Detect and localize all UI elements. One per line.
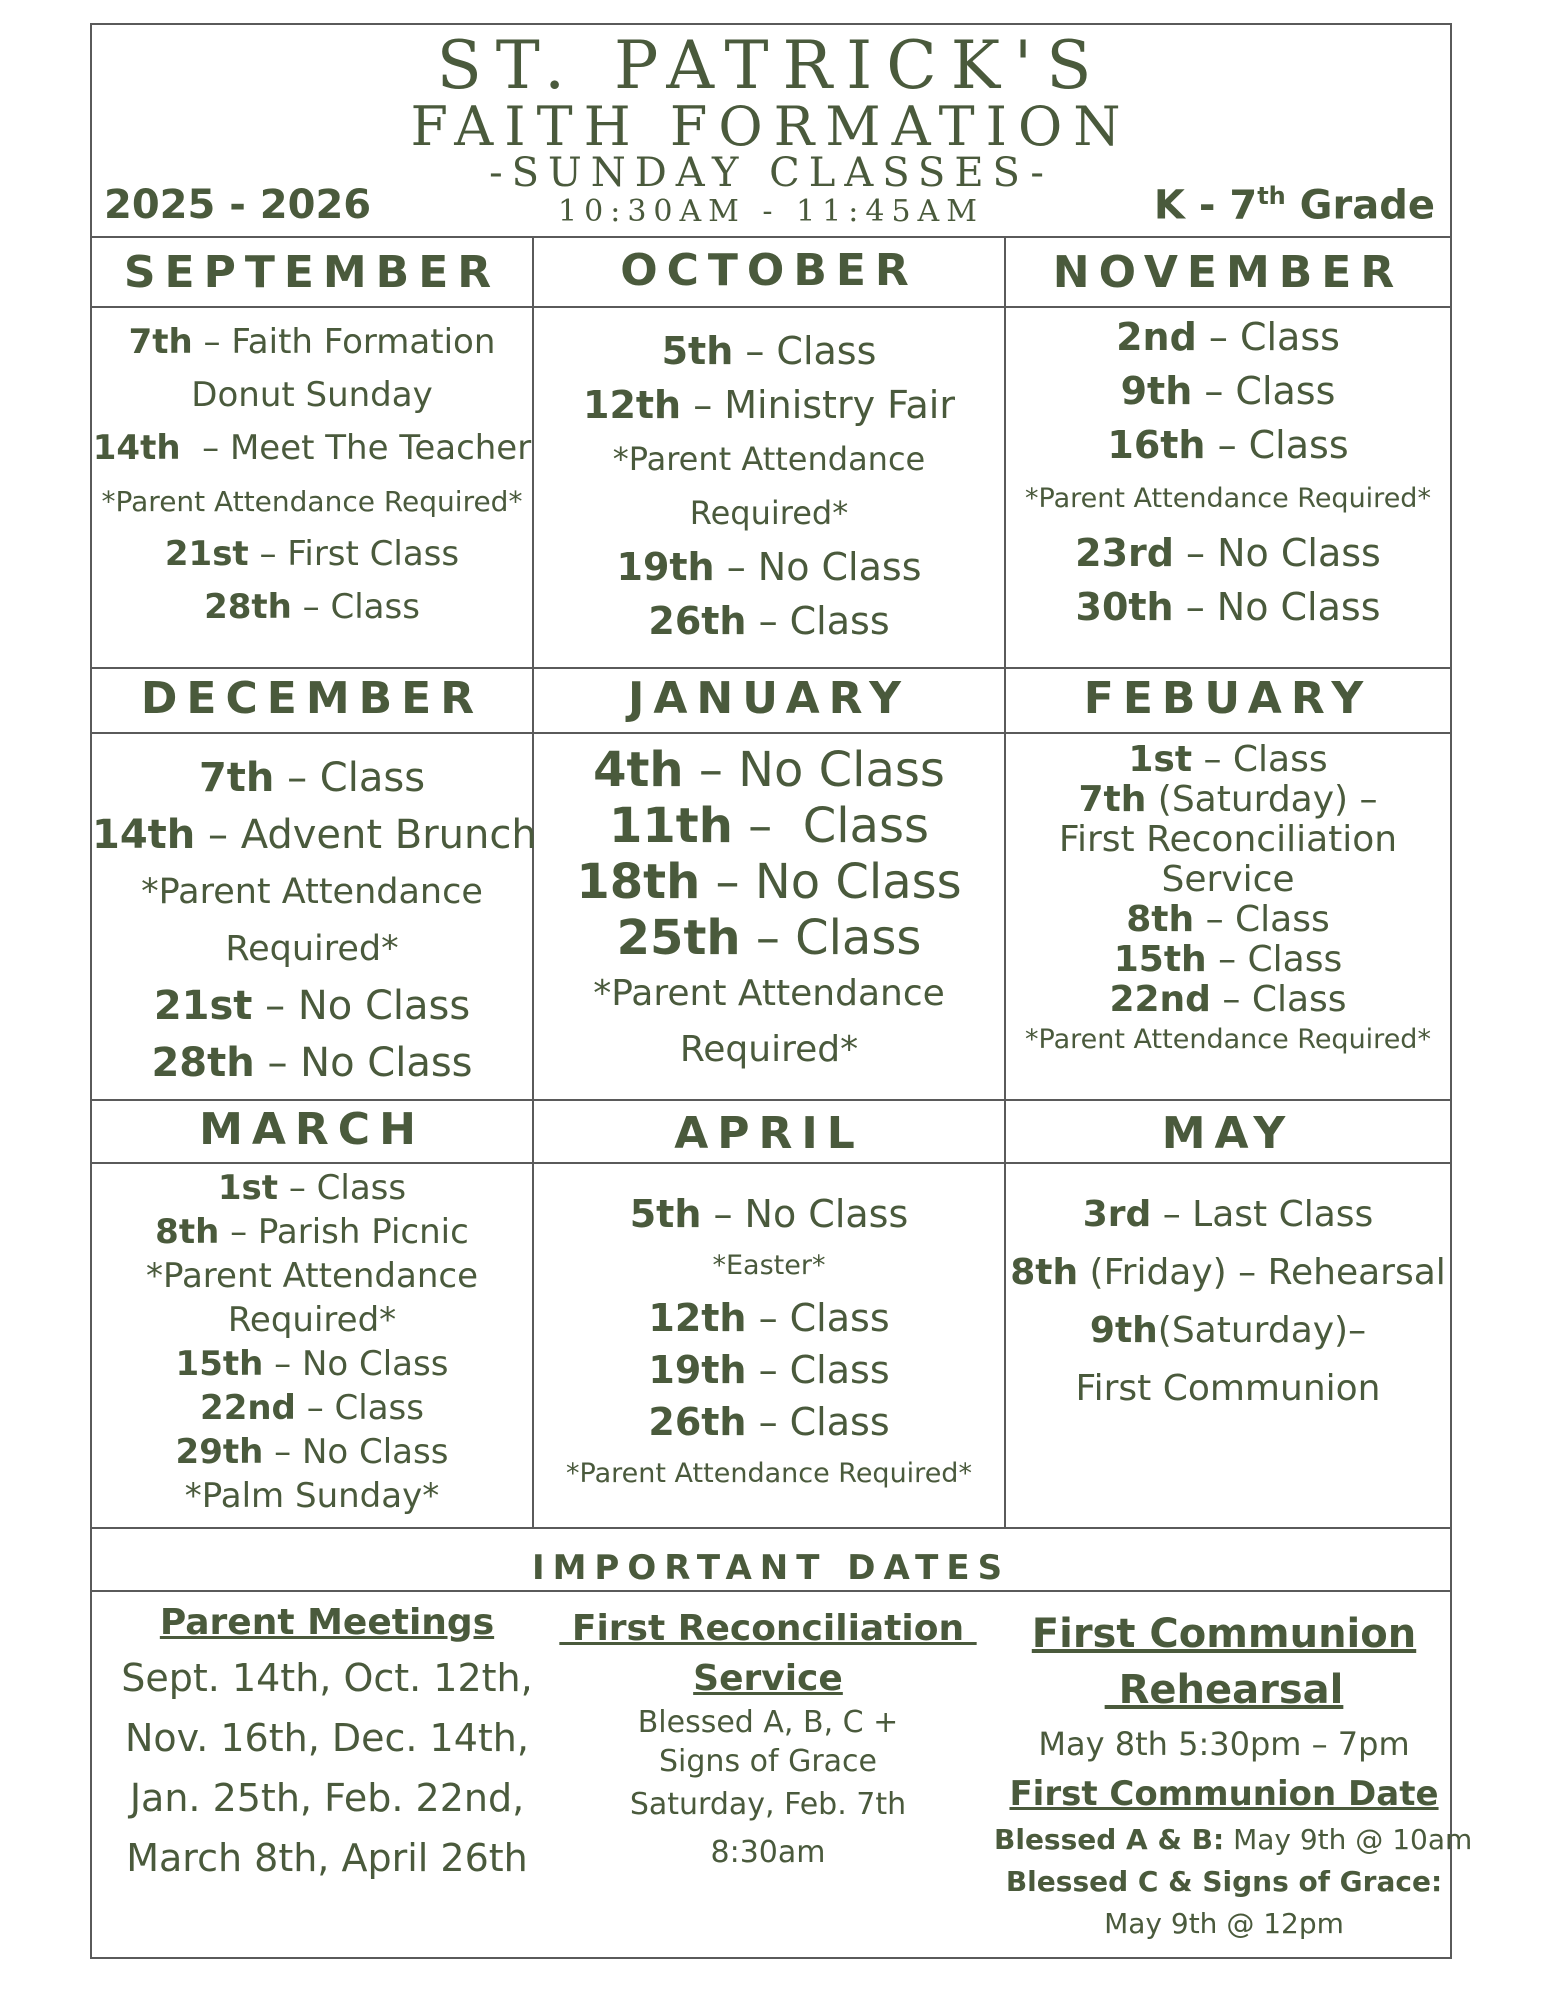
schedule-entry [534,1344,1004,1396]
rehearsal-time: May 8th 5:30pm – 7pm [1038,1725,1410,1763]
schedule-entry [1006,980,1450,1020]
month-heading: OCTOBER [620,245,918,296]
entry-date: 9th [1089,1310,1158,1351]
attendance-note [534,1022,1004,1078]
entry-text: – No Class [700,854,962,910]
entry-text: – Class [295,1388,424,1428]
entry-text: – Class [733,329,877,373]
schedule-entry [92,528,532,581]
entry-date: 8th [1010,1252,1079,1293]
entry-date: 15th [175,1344,264,1384]
entry-text: *Parent Attendance Required* [1025,1024,1431,1055]
entry-date: 21st [153,983,253,1029]
entry-text: – No Class [714,545,922,589]
month-schedule-febuary [1006,740,1450,1060]
entry-text: – Class [274,755,426,801]
entry-text: – Advent Brunch [195,812,537,858]
schedule-entry [92,1342,532,1386]
parent-meetings-title: Parent Meetings [159,1602,495,1643]
entry-date: 19th [648,1348,747,1392]
entry-text: – Class [740,910,922,966]
entry-text: – Class [746,1348,890,1392]
entry-text: – Class [1205,423,1349,467]
title-line3: -SUNDAY CLASSES- [489,150,1053,196]
entry-text: Donut Sunday [191,375,433,415]
entry-date: 5th [661,329,734,373]
entry-text: *Parent Attendance [612,440,926,478]
schedule-entry [534,798,1004,854]
entry-date: 19th [616,545,715,589]
entry-text: – No Class [1173,531,1381,575]
attendance-note [92,1298,532,1342]
entry-text: – First Class [248,534,460,574]
schedule-entry [92,1386,532,1430]
schedule-entry [534,854,1004,910]
entry-date: 9th [1120,369,1193,413]
entry-date: 29th [175,1432,264,1472]
divider [90,1527,1452,1529]
entry-date: 23rd [1075,531,1174,575]
communion-rehearsal-title: Rehearsal [1104,1667,1344,1713]
entry-text: – No Class [683,742,945,798]
grade-range: K - 7th Grade [1153,182,1435,229]
schedule-entry [534,324,1004,378]
entry-text: (Friday) – Rehearsal [1078,1252,1446,1293]
divider [90,1162,1452,1164]
schedule-entry [1006,1302,1450,1360]
schedule-entry [534,910,1004,966]
schedule-entry [534,540,1004,594]
month-heading: DECEMBER [140,673,484,724]
entry-date: 8th [1126,899,1195,940]
schedule-entry [1006,1360,1450,1418]
class-time: 10:30AM - 11:45AM [558,194,984,229]
entry-text: *Palm Sunday* [184,1476,440,1516]
entry-text: First Reconciliation [1058,819,1398,860]
entry-text: – Faith Formation [192,322,496,362]
attendance-note [534,1240,1004,1292]
entry-date: 30th [1075,585,1174,629]
communion-date-title: First Communion Date [1009,1774,1439,1814]
entry-text: (Saturday)– [1157,1310,1367,1351]
schedule-entry [1006,860,1450,900]
divider [90,306,1452,308]
schedule-entry [92,750,532,807]
entry-text: *Easter* [712,1250,826,1281]
entry-date: 11th [609,798,733,854]
schedule-entry [92,581,532,634]
schedule-entry [1006,526,1450,580]
schedule-entry [534,378,1004,432]
entry-text: – Class [746,599,890,643]
schedule-entry [534,1396,1004,1448]
entry-text: – No Class [263,1432,449,1472]
attendance-note [534,432,1004,486]
meeting-dates-line: March 8th, April 26th [126,1836,528,1880]
parent-meetings [92,1598,562,1888]
entry-text: – Class [746,1296,890,1340]
schedule-entry [534,1292,1004,1344]
attendance-note [92,864,532,921]
entry-text: – Class [1192,739,1328,780]
reconciliation-line: 8:30am [710,1835,826,1870]
entry-date: 1st [217,1168,279,1208]
divider [90,667,1452,669]
schedule-entry [534,1188,1004,1240]
entry-date: 7th [1078,779,1147,820]
entry-date: 8th [155,1212,220,1252]
entry-text: – Class [1194,899,1330,940]
first-reconciliation [548,1604,988,1878]
entry-text: Service [1161,859,1295,900]
entry-text: – Class [1206,939,1343,980]
schedule-entry [92,369,532,422]
entry-date: 25th [616,910,741,966]
entry-date: 22nd [1109,979,1211,1020]
entry-text: *Parent Attendance [145,1256,478,1296]
month-heading: MARCH [199,1104,425,1155]
schedule-entry [92,1430,532,1474]
attendance-note [92,1474,532,1518]
entry-date: 22nd [200,1388,296,1428]
entry-text: (Saturday) – [1146,779,1378,820]
entry-text: Required* [679,1029,859,1070]
month-schedule-november [1006,310,1450,634]
first-communion [994,1606,1473,1946]
month-schedule-october [534,324,1004,648]
month-heading: FEBUARY [1083,673,1373,724]
entry-text: – Last Class [1151,1194,1374,1235]
entry-text: First Communion [1075,1368,1381,1409]
reconciliation-line: Blessed A, B, C + [637,1705,899,1740]
entry-text: *Parent Attendance Required* [566,1458,972,1489]
attendance-note [534,486,1004,540]
entry-text: – Meet The Teacher [180,428,532,468]
entry-text: – Class [278,1168,407,1208]
entry-text: – No Class [1173,585,1381,629]
month-heading: MAY [1161,1108,1295,1159]
month-schedule-april [534,1188,1004,1500]
divider [90,1590,1452,1592]
entry-text: *Parent Attendance [141,872,483,912]
entry-text: Required* [689,494,849,532]
entry-date: 3rd [1082,1194,1152,1235]
schedule-entry [534,594,1004,648]
month-heading: SEPTEMBER [123,247,501,298]
month-schedule-march [92,1166,532,1518]
entry-date: 7th [198,755,275,801]
entry-text: – Class [1210,979,1347,1020]
schedule-entry [92,316,532,369]
entry-date: 21st [164,534,249,574]
communion-rehearsal-title: First Communion [1031,1611,1417,1657]
entry-text: – Class [291,587,420,627]
entry-text: – No Class [701,1192,909,1236]
attendance-note [534,1448,1004,1500]
schedule-entry [1006,900,1450,940]
title-line2: FAITH FORMATION [410,95,1132,158]
month-heading: JANUARY [627,673,910,724]
entry-date: 16th [1107,423,1206,467]
entry-date: 28th [151,1040,255,1086]
schedule-entry [1006,364,1450,418]
schedule-entry [92,807,537,864]
attendance-note [92,1254,532,1298]
attendance-note [1006,472,1450,526]
entry-text: – Ministry Fair [681,383,955,427]
reconciliation-title: First Reconciliation [559,1608,977,1649]
schedule-entry [1006,820,1450,860]
attendance-note [92,475,532,528]
month-schedule-december [92,750,537,1092]
month-schedule-september [92,316,532,634]
entry-text: – Class [746,1400,890,1444]
schedule-entry [1006,1244,1450,1302]
communion-group-2-label: Blessed C & Signs of Grace: [1005,1865,1443,1898]
entry-text: – No Class [263,1344,449,1384]
schedule-entry [92,1210,532,1254]
entry-text: *Parent Attendance Required* [1025,483,1431,514]
entry-date: 12th [648,1296,747,1340]
attendance-note [534,966,1004,1022]
entry-text: *Parent Attendance Required* [101,485,523,518]
entry-date: 12th [583,383,682,427]
schedule-entry [1006,740,1450,780]
title-line1: ST. PATRICK'S [436,27,1106,104]
entry-text: – Class [1192,369,1336,413]
entry-text: – Class [1196,315,1340,359]
entry-text: *Parent Attendance [593,973,945,1014]
reconciliation-line: Signs of Grace [659,1744,877,1779]
schedule-entry [1006,1186,1450,1244]
attendance-note [92,921,532,978]
entry-text: – No Class [252,983,471,1029]
entry-text: Required* [227,1300,397,1340]
entry-date: 5th [629,1192,702,1236]
schedule-entry [1006,940,1450,980]
entry-text: – Class [732,798,929,854]
month-heading: NOVEMBER [1052,247,1404,298]
school-year: 2025 - 2026 [104,182,372,228]
communion-group-1: Blessed A & B: May 9th @ 10am [994,1823,1473,1856]
schedule-entry [1006,310,1450,364]
divider [90,732,1452,734]
entry-text: – Parish Picnic [219,1212,469,1252]
month-heading: APRIL [674,1108,864,1159]
divider [90,236,1452,238]
entry-date: 28th [204,587,292,627]
entry-date: 15th [1113,939,1207,980]
schedule-entry [92,1166,532,1210]
meeting-dates-line: Sept. 14th, Oct. 12th, [121,1656,533,1700]
entry-date: 2nd [1116,315,1197,359]
entry-date: 1st [1128,739,1193,780]
schedule-entry [92,1035,532,1092]
schedule-entry [1006,580,1450,634]
entry-date: 14th [92,812,196,858]
entry-date: 18th [576,854,701,910]
attendance-note [1006,1020,1450,1060]
reconciliation-line: Saturday, Feb. 7th [629,1787,907,1822]
important-dates-heading: IMPORTANT DATES [531,1548,1011,1588]
meeting-dates-line: Nov. 16th, Dec. 14th, [125,1716,529,1760]
entry-date: 7th [128,322,193,362]
entry-date: 4th [593,742,684,798]
schedule-entry [534,742,1004,798]
entry-date: 26th [648,1400,747,1444]
entry-text: – No Class [254,1040,473,1086]
meeting-dates-line: Jan. 25th, Feb. 22nd, [129,1776,525,1820]
schedule-entry [1006,418,1450,472]
entry-date: 26th [648,599,747,643]
schedule-entry [92,978,532,1035]
month-schedule-january [534,742,1004,1078]
entry-text: Required* [225,929,399,969]
divider [90,1099,1452,1101]
entry-date: 14th [92,428,181,468]
reconciliation-title: Service [693,1658,843,1699]
schedule-entry [1006,780,1450,820]
communion-group-2-time: May 9th @ 12pm [1104,1907,1344,1940]
schedule-entry [92,422,532,475]
month-schedule-may [1006,1186,1450,1418]
